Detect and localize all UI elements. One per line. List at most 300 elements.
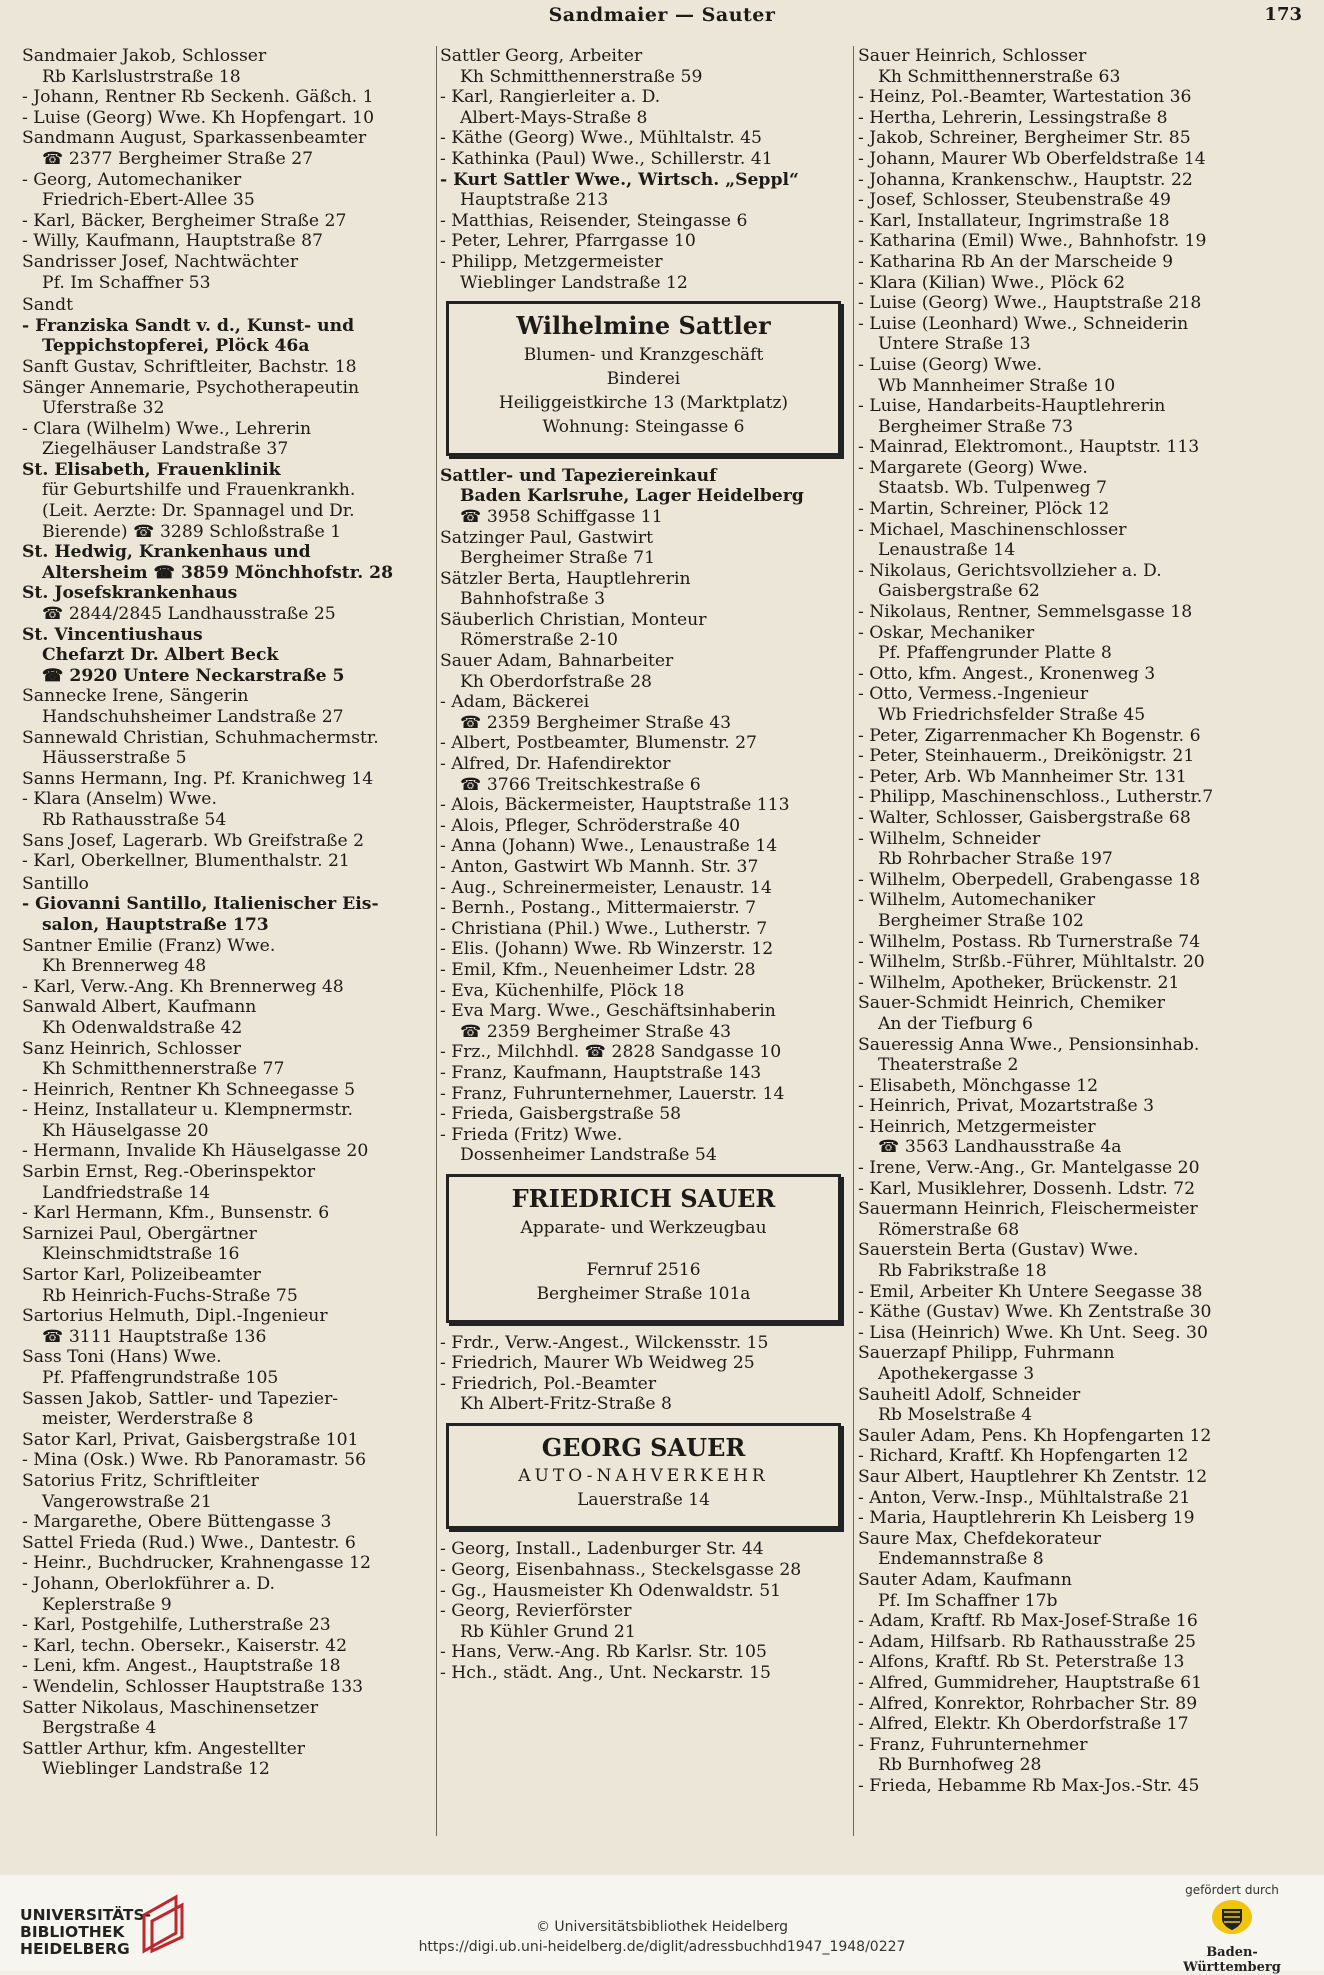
directory-entry — [858, 1488, 1266, 1509]
entry-line: Sandmann August, Sparkassenbeamter — [22, 128, 367, 149]
directory-entry — [22, 625, 432, 687]
entry-line: für Geburtshilfe und Frauenkrankh. — [42, 480, 356, 501]
entry-line: - Otto, Vermess.-Ingenieur — [858, 684, 1089, 705]
column-divider — [436, 46, 437, 1836]
entry-line: - Franz, Kaufmann, Hauptstraße 143 — [440, 1062, 762, 1083]
directory-entry — [858, 932, 1266, 953]
directory-entry — [22, 831, 432, 852]
entry-line: Sannecke Irene, Sängerin — [22, 686, 249, 707]
directory-entry — [440, 733, 845, 754]
advertisement-line: Bergheimer Straße 101a — [536, 1283, 751, 1304]
entry-line: Säuberlich Christian, Monteur — [440, 609, 707, 630]
directory-entry — [858, 561, 1266, 602]
directory-entry — [440, 1104, 845, 1125]
entry-line: - Jakob, Schreiner, Bergheimer Str. 85 — [858, 128, 1191, 149]
directory-entry — [22, 769, 432, 790]
entry-line: Rb Rohrbacher Straße 197 — [878, 849, 1113, 870]
entry-line: Sauler Adam, Pens. Kh Hopfengarten 12 — [858, 1425, 1212, 1446]
entry-line: Pf. Im Schaffner 17b — [878, 1590, 1058, 1611]
advertisement-name: Wilhelmine Sattler — [516, 311, 771, 341]
entry-line: - Karl, Verw.-Ang. Kh Brennerweg 48 — [22, 976, 344, 997]
directory-entry — [22, 1574, 432, 1615]
entry-line: Bierende) ☎ 3289 Schloßstraße 1 — [42, 521, 342, 542]
entry-line: - Nikolaus, Rentner, Semmelsgasse 18 — [858, 602, 1193, 623]
entry-line: - Eva Marg. Wwe., Geschäftsinhaberin — [440, 1001, 776, 1022]
directory-entry — [22, 728, 432, 769]
entry-line: - Heinrich, Rentner Kh Schneegasse 5 — [22, 1079, 356, 1100]
entry-line: - Georg, Eisenbahnass., Steckelsgasse 28 — [440, 1560, 802, 1581]
entry-line: Wb Mannheimer Straße 10 — [878, 375, 1116, 396]
directory-entry — [22, 316, 432, 357]
directory-entry — [22, 128, 432, 169]
advertisement-line: AUTO-NAHVERKEHR — [518, 1466, 769, 1487]
entry-line: - Karl, Rangierleiter a. D. — [440, 87, 661, 108]
entry-line: Häusserstraße 5 — [42, 748, 187, 769]
directory-entry — [858, 623, 1266, 664]
entry-line: - Käthe (Georg) Wwe., Mühltalstr. 45 — [440, 128, 762, 149]
entry-line: Pf. Pfaffengrundstraße 105 — [42, 1368, 279, 1388]
directory-entry — [858, 993, 1266, 1034]
entry-line: - Otto, kfm. Angest., Kronenweg 3 — [858, 663, 1156, 684]
advertisement-line: Wohnung: Steingasse 6 — [542, 416, 745, 437]
entry-line: - Karl, Oberkellner, Blumenthalstr. 21 — [22, 851, 350, 872]
directory-entry — [22, 542, 432, 583]
directory-entry — [440, 128, 845, 149]
directory-entry — [858, 1117, 1266, 1158]
entry-line: Vangerowstraße 21 — [42, 1491, 212, 1512]
entry-line: - Alfred, Gummidreher, Hauptstraße 61 — [858, 1672, 1203, 1693]
directory-entry — [440, 878, 845, 899]
entry-line: Keplerstraße 9 — [42, 1594, 172, 1615]
entry-line: Kh Oberdorfstraße 28 — [460, 671, 652, 692]
entry-line: - Mina (Osk.) Wwe. Rb Panoramastr. 56 — [22, 1450, 367, 1471]
directory-entry — [22, 1203, 432, 1224]
entry-line: Sauer-Schmidt Heinrich, Chemiker — [858, 993, 1165, 1014]
entry-line: - Matthias, Reisender, Steingasse 6 — [440, 210, 748, 231]
directory-entry — [440, 528, 845, 569]
entry-line: Apothekergasse 3 — [878, 1364, 1035, 1384]
entry-line: - Frdr., Verw.-Angest., Wilckensstr. 15 — [440, 1332, 769, 1353]
directory-entry — [22, 378, 432, 419]
advertisement-box — [446, 301, 841, 456]
entry-line: - Luise, Handarbeits-Hauptlehrerin — [858, 396, 1166, 417]
directory-entry — [22, 1471, 432, 1512]
directory-entry — [22, 977, 432, 998]
directory-entry — [22, 1162, 432, 1203]
directory-entry — [858, 1673, 1266, 1694]
entry-line: - Kathinka (Paul) Wwe., Schillerstr. 41 — [440, 148, 773, 169]
directory-entry — [22, 357, 432, 378]
entry-line: - Irene, Verw.-Ang., Gr. Mantelgasse 20 — [858, 1158, 1200, 1179]
directory-entry — [22, 936, 432, 977]
entry-line: - Adam, Kraftf. Rb Max-Josef-Straße 16 — [858, 1611, 1198, 1632]
directory-entry — [440, 1125, 845, 1166]
advertisement-line: Blumen- und Kranzgeschäft — [523, 344, 764, 365]
entry-line: - Martin, Schreiner, Plöck 12 — [858, 499, 1110, 520]
entry-line: Sandt — [22, 295, 74, 316]
entry-line: - Clara (Wilhelm) Wwe., Lehrerin — [22, 418, 312, 439]
entry-line: - Johann, Maurer Wb Oberfeldstraße 14 — [858, 148, 1206, 169]
directory-entry — [858, 1199, 1266, 1240]
library-name-line: BIBLIOTHEK — [20, 1923, 125, 1941]
directory-entry — [440, 1063, 845, 1084]
entry-line: Kh Häuselgasse 20 — [42, 1120, 209, 1141]
entry-line: Altersheim ☎ 3859 Mönchhofstr. 28 — [42, 562, 394, 583]
entry-line: Kh Schmitthennerstraße 77 — [42, 1059, 285, 1080]
entry-line: Staatsb. Wb. Tulpenweg 7 — [878, 478, 1107, 499]
entry-line: Sattel Frieda (Rud.) Wwe., Dantestr. 6 — [22, 1532, 356, 1553]
entry-line: Sanft Gustav, Schriftleiter, Bachstr. 18 — [22, 356, 357, 377]
directory-entry — [440, 816, 845, 837]
entry-line: Teppichstopferei, Plöck 46a — [42, 336, 310, 357]
directory-entry — [22, 419, 432, 460]
entry-line: - Anton, Verw.-Insp., Mühltalstraße 21 — [858, 1487, 1191, 1508]
directory-entry — [858, 767, 1266, 788]
advertisement-line: Binderei — [606, 368, 681, 389]
directory-entry — [858, 1570, 1266, 1611]
directory-entry — [22, 1080, 432, 1101]
directory-entry — [22, 1306, 432, 1347]
advertisement-line: Heiliggeistkirche 13 (Marktplatz) — [498, 392, 789, 413]
entry-line: ☎ 3958 Schiffgasse 11 — [460, 506, 663, 527]
directory-entry — [22, 1739, 432, 1780]
entry-line: - Peter, Zigarrenmacher Kh Bogenstr. 6 — [858, 725, 1201, 746]
entry-line: ☎ 2920 Untere Neckarstraße 5 — [42, 665, 345, 686]
directory-entry — [858, 1282, 1266, 1303]
entry-line: Sassen Jakob, Sattler- und Tapezier- — [22, 1388, 339, 1409]
directory-entry — [22, 1512, 432, 1533]
directory-entry — [858, 1179, 1266, 1200]
entry-line: Sauheitl Adolf, Schneider — [858, 1384, 1081, 1405]
directory-entry — [858, 1714, 1266, 1735]
entry-line: - Hermann, Invalide Kh Häuselgasse 20 — [22, 1141, 369, 1162]
entry-line: - Alfons, Kraftf. Rb St. Peterstraße 13 — [858, 1652, 1185, 1673]
directory-entry — [858, 499, 1266, 520]
entry-line: Rb Karlslustrstraße 18 — [42, 66, 241, 87]
entry-line: Wieblinger Landstraße 12 — [460, 272, 688, 293]
directory-entry — [440, 651, 845, 692]
directory-entry — [858, 1158, 1266, 1179]
entry-line: ☎ 2377 Bergheimer Straße 27 — [42, 148, 314, 169]
entry-line: - Luise (Georg) Wwe. — [858, 354, 1043, 375]
entry-line: ☎ 2844/2845 Landhausstraße 25 — [42, 604, 336, 625]
entry-line: - Michael, Maschinenschlosser — [858, 519, 1127, 540]
entry-line: Rb Moselstraße 4 — [878, 1405, 1033, 1426]
entry-line: Sans Josef, Lagerarb. Wb Greifstraße 2 — [22, 830, 365, 851]
directory-entry — [858, 602, 1266, 623]
directory-entry — [22, 1224, 432, 1265]
directory-entry — [440, 1353, 845, 1374]
entry-line: - Heinz, Pol.-Beamter, Wartestation 36 — [858, 87, 1192, 108]
entry-line: Römerstraße 2-10 — [460, 630, 618, 651]
directory-entry — [858, 149, 1266, 170]
directory-entry — [858, 273, 1266, 294]
entry-line: Bergheimer Straße 102 — [878, 910, 1084, 931]
entry-line: Ziegelhäuser Landstraße 37 — [42, 439, 289, 460]
entry-line: - Friedrich, Pol.-Beamter — [440, 1373, 657, 1394]
entry-line: Rb Heinrich-Fuchs-Straße 75 — [42, 1285, 298, 1306]
entry-line: - Franziska Sandt v. d., Kunst- und — [22, 315, 355, 336]
entry-line: - Karl, Postgehilfe, Lutherstraße 23 — [22, 1615, 331, 1636]
entry-line: - Karl, Bäcker, Bergheimer Straße 27 — [22, 210, 347, 231]
directory-entry — [22, 231, 432, 252]
entry-line: Kh Albert-Fritz-Straße 8 — [460, 1394, 672, 1415]
sponsor-name: Baden-Württemberg — [1183, 1945, 1281, 1975]
entry-line: Rb Fabrikstraße 18 — [878, 1261, 1047, 1282]
entry-line: - Friedrich, Maurer Wb Weidweg 25 — [440, 1353, 755, 1374]
directory-entry — [858, 128, 1266, 149]
directory-entry — [858, 355, 1266, 396]
advertisement-line: Fernruf 2516 — [586, 1259, 701, 1280]
directory-entry — [440, 87, 845, 128]
directory-entry — [22, 1347, 432, 1388]
library-name-line: UNIVERSITÄTS- — [20, 1906, 152, 1924]
entry-line: - Eva, Küchenhilfe, Plöck 18 — [440, 980, 685, 1001]
directory-entry — [858, 1694, 1266, 1715]
entry-line: - Karl Hermann, Kfm., Bunsenstr. 6 — [22, 1203, 330, 1224]
directory-entry — [22, 1615, 432, 1636]
entry-line: Bergheimer Straße 71 — [460, 548, 656, 569]
entry-line: Santner Emilie (Franz) Wwe. — [22, 935, 276, 956]
directory-entry — [858, 437, 1266, 458]
directory-entry — [22, 583, 432, 624]
directory-entry — [22, 1553, 432, 1574]
directory-entry — [22, 686, 432, 727]
directory-entry — [440, 231, 845, 252]
library-name-line: HEIDELBERG — [20, 1940, 130, 1958]
entry-line: - Heinr., Buchdrucker, Krahnengasse 12 — [22, 1553, 371, 1574]
entry-line: Wb Friedrichsfelder Straße 45 — [878, 705, 1146, 725]
entry-line: Wieblinger Landstraße 12 — [42, 1759, 270, 1780]
directory-entry — [858, 1302, 1266, 1323]
directory-entry — [22, 1533, 432, 1554]
directory-entry — [858, 293, 1266, 314]
entry-line: Rb Burnhofweg 28 — [878, 1755, 1042, 1776]
entry-line: - Heinz, Installateur u. Klempnermstr. — [22, 1100, 353, 1121]
directory-entry — [858, 1385, 1266, 1426]
entry-line: Sanns Hermann, Ing. Pf. Kranichweg 14 — [22, 768, 374, 789]
entry-line: - Georg, Automechaniker — [22, 169, 242, 190]
entry-line: Sattler Georg, Arbeiter — [440, 46, 643, 66]
directory-entry — [22, 252, 432, 293]
entry-line: St. Hedwig, Krankenhaus und — [22, 542, 311, 563]
entry-line: ☎ 3563 Landhausstraße 4a — [878, 1137, 1122, 1158]
entry-line: - Heinrich, Privat, Mozartstraße 3 — [858, 1096, 1155, 1117]
directory-entry — [858, 108, 1266, 129]
directory-entry — [858, 170, 1266, 191]
directory-entry — [440, 754, 845, 795]
entry-line: - Albert, Postbeamter, Blumenstr. 27 — [440, 733, 757, 754]
entry-line: Rb Kühler Grund 21 — [460, 1621, 636, 1642]
entry-line: salon, Hauptstraße 173 — [42, 914, 269, 935]
spacer — [455, 1240, 832, 1258]
directory-entry — [858, 1096, 1266, 1117]
entry-line: - Alois, Bäckermeister, Hauptstraße 113 — [440, 795, 790, 816]
entry-line: - Karl, Musiklehrer, Dossenh. Ldstr. 72 — [858, 1178, 1196, 1199]
entry-line: Albert-Mays-Straße 8 — [460, 107, 648, 128]
entry-line: - Richard, Kraftf. Kh Hopfengarten 12 — [858, 1446, 1189, 1467]
directory-entry — [440, 1560, 845, 1581]
directory-entry — [440, 610, 845, 651]
directory-entry — [440, 1601, 845, 1642]
directory-column-3 — [858, 46, 1266, 1796]
directory-entry — [22, 997, 432, 1038]
entry-line: - Frieda, Gaisbergstraße 58 — [440, 1104, 682, 1125]
entry-line: - Wilhelm, Postass. Rb Turnerstraße 74 — [858, 931, 1201, 952]
entry-line: Pf. Im Schaffner 53 — [42, 272, 211, 293]
directory-entry — [858, 787, 1266, 808]
source-url[interactable]: https://digi.ub.uni-heidelberg.de/diglit/adressbuchhd1947_1948/0227 — [418, 1939, 906, 1955]
surname-heading — [22, 295, 432, 316]
entry-line: - Josef, Schlosser, Steubenstraße 49 — [858, 190, 1171, 211]
surname-heading — [22, 874, 432, 895]
entry-line: - Lisa (Heinrich) Wwe. Kh Unt. Seeg. 30 — [858, 1322, 1208, 1343]
directory-entry — [22, 1698, 432, 1739]
directory-entry — [858, 520, 1266, 561]
entry-line: - Karl, Installateur, Ingrimstraße 18 — [858, 210, 1170, 231]
directory-entry — [22, 1389, 432, 1430]
entry-line: - Peter, Lehrer, Pfarrgasse 10 — [440, 231, 696, 252]
entry-line: - Elis. (Johann) Wwe. Rb Winzerstr. 12 — [440, 939, 774, 960]
directory-entry — [22, 480, 432, 542]
entry-line: - Franz, Fuhrunternehmer, Lauerstr. 14 — [440, 1083, 785, 1104]
directory-entry — [440, 981, 845, 1002]
entry-line: Kleinschmidtstraße 16 — [42, 1244, 240, 1265]
directory-entry — [22, 1636, 432, 1657]
entry-line: - Georg, Revierförster — [440, 1601, 632, 1622]
entry-line: Gaisbergstraße 62 — [878, 581, 1040, 602]
sponsor-block — [1162, 1883, 1302, 1975]
directory-entry — [440, 960, 845, 981]
entry-line: - Wilhelm, Automechaniker — [858, 890, 1096, 911]
entry-line: - Gg., Hausmeister Kh Odenwaldstr. 51 — [440, 1580, 782, 1601]
directory-entry — [858, 252, 1266, 273]
directory-entry — [858, 396, 1266, 437]
entry-line: - Klara (Anselm) Wwe. — [22, 789, 217, 810]
entry-line: Sartor Karl, Polizeibeamter — [22, 1265, 261, 1286]
entry-line: Theaterstraße 2 — [878, 1055, 1019, 1076]
entry-line: - Anton, Gastwirt Wb Mannh. Str. 37 — [440, 857, 759, 877]
entry-line: - Johann, Oberlokführer a. D. — [22, 1573, 276, 1594]
entry-line: - Anna (Johann) Wwe., Lenaustraße 14 — [440, 836, 778, 857]
directory-entry — [440, 1581, 845, 1602]
directory-entry — [858, 1035, 1266, 1076]
directory-entry — [858, 87, 1266, 108]
entry-line: - Nikolaus, Gerichtsvollzieher a. D. — [858, 560, 1162, 581]
directory-entry — [858, 1652, 1266, 1673]
entry-line: - Franz, Fuhrunternehmer — [858, 1734, 1088, 1755]
directory-entry — [22, 894, 432, 935]
entry-line: Sass Toni (Hans) Wwe. — [22, 1347, 222, 1368]
entry-line: Handschuhsheimer Landstraße 27 — [42, 707, 344, 727]
entry-line: Sattler- und Tapeziereinkauf — [440, 465, 717, 486]
directory-entry — [858, 231, 1266, 252]
entry-line: - Luise (Georg) Wwe., Hauptstraße 218 — [858, 293, 1202, 314]
entry-line: Untere Straße 13 — [878, 334, 1031, 355]
entry-line: Santillo — [22, 873, 89, 894]
directory-entry — [440, 149, 845, 170]
directory-entry — [858, 1508, 1266, 1529]
entry-line: Sandmaier Jakob, Schlosser — [22, 46, 267, 66]
directory-column-2 — [440, 46, 845, 1684]
page-number: 173 — [1264, 4, 1302, 25]
entry-line: Kh Schmitthennerstraße 59 — [460, 66, 703, 87]
directory-entry — [440, 1333, 845, 1354]
directory-entry — [22, 789, 432, 830]
directory-entry — [22, 1039, 432, 1080]
entry-line: Sannewald Christian, Schuhmachermstr. — [22, 727, 379, 748]
directory-entry — [22, 1265, 432, 1306]
entry-line: Sattler Arthur, kfm. Angestellter — [22, 1738, 305, 1759]
entry-line: Kh Brennerweg 48 — [42, 956, 207, 977]
entry-line: Sauer Adam, Bahnarbeiter — [440, 651, 674, 672]
header-title: Sandmaier — Sauter — [548, 4, 776, 26]
entry-line: - Maria, Hauptlehrerin Kh Leisberg 19 — [858, 1508, 1195, 1529]
directory-entry — [440, 1084, 845, 1105]
directory-entry — [858, 1076, 1266, 1097]
directory-entry — [858, 726, 1266, 747]
entry-line: - Alfred, Konrektor, Rohrbacher Str. 89 — [858, 1693, 1198, 1714]
entry-line: Landfriedstraße 14 — [42, 1182, 211, 1203]
entry-line: - Hch., städt. Ang., Unt. Neckarstr. 15 — [440, 1663, 771, 1684]
directory-entry — [858, 1446, 1266, 1467]
directory-entry — [858, 973, 1266, 994]
entry-line: - Philipp, Metzgermeister — [440, 251, 663, 272]
entry-line: Sator Karl, Privat, Gaisbergstraße 101 — [22, 1429, 359, 1450]
directory-entry — [858, 314, 1266, 355]
entry-line: St. Vincentiushaus — [22, 624, 203, 645]
entry-line: - Giovanni Santillo, Italienischer Eis- — [22, 894, 379, 915]
entry-line: - Elisabeth, Mönchgasse 12 — [858, 1075, 1099, 1096]
entry-line: - Wilhelm, Apotheker, Brückenstr. 21 — [858, 972, 1180, 993]
directory-entry — [440, 170, 845, 211]
entry-line: - Oskar, Mechaniker — [858, 622, 1035, 643]
entry-line: Bergheimer Straße 73 — [878, 416, 1074, 437]
entry-line: An der Tiefburg 6 — [878, 1013, 1033, 1034]
column-divider — [853, 46, 854, 1836]
directory-entry — [858, 952, 1266, 973]
directory-entry — [22, 1100, 432, 1141]
directory-entry — [440, 1001, 845, 1042]
advertisement-name: FRIEDRICH SAUER — [511, 1183, 776, 1213]
entry-line: - Katharina Rb An der Marscheide 9 — [858, 251, 1174, 272]
directory-entry — [858, 1776, 1266, 1797]
running-header — [0, 4, 1324, 30]
entry-line: Satter Nikolaus, Maschinensetzer — [22, 1697, 319, 1718]
directory-entry — [440, 1539, 845, 1560]
directory-entry — [22, 87, 432, 108]
directory-entry — [440, 939, 845, 960]
entry-line: Sanwald Albert, Kaufmann — [22, 997, 257, 1018]
entry-line: - Adam, Bäckerei — [440, 692, 590, 713]
directory-entry — [440, 919, 845, 940]
entry-line: - Emil, Kfm., Neuenheimer Ldstr. 28 — [440, 959, 756, 980]
entry-line: - Heinrich, Metzgermeister — [858, 1116, 1096, 1137]
entry-line: - Christiana (Phil.) Wwe., Lutherstr. 7 — [440, 918, 768, 939]
entry-line: - Wendelin, Schlosser Hauptstraße 133 — [22, 1676, 364, 1697]
directory-entry — [440, 46, 845, 87]
entry-line: Bergstraße 4 — [42, 1718, 157, 1739]
entry-line: Sauerzapf Philipp, Fuhrmann — [858, 1343, 1115, 1364]
directory-entry — [440, 1374, 845, 1415]
directory-entry — [858, 684, 1266, 725]
entry-line: - Johann, Rentner Rb Seckenh. Gäßch. 1 — [22, 87, 374, 108]
entry-line: - Alfred, Elektr. Kh Oberdorfstraße 17 — [858, 1714, 1189, 1735]
directory-entry — [440, 1663, 845, 1684]
entry-line: - Margarethe, Obere Büttengasse 3 — [22, 1512, 332, 1533]
directory-entry — [22, 1430, 432, 1451]
entry-line: - Frieda, Hebamme Rb Max-Jos.-Str. 45 — [858, 1775, 1200, 1796]
